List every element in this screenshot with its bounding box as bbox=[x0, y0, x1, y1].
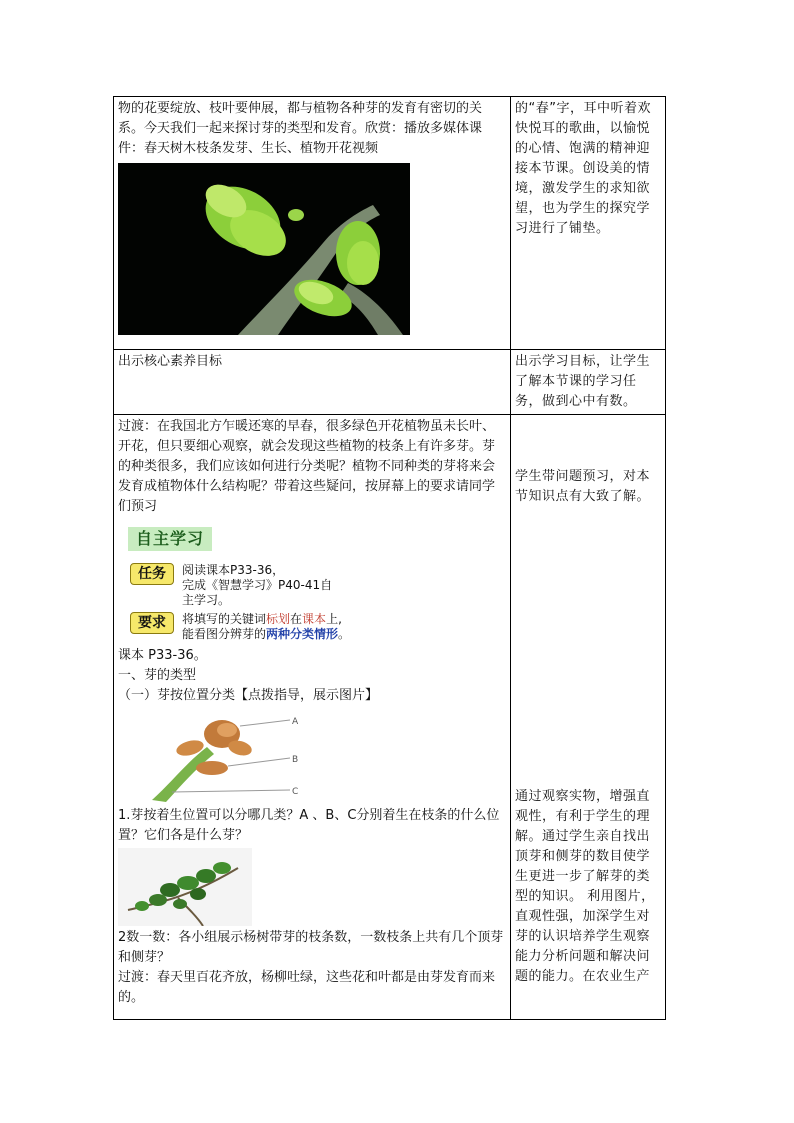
teacher-activity-cell bbox=[114, 350, 511, 415]
task-block bbox=[130, 563, 506, 608]
bud-position-figure bbox=[132, 712, 302, 802]
task-text: 阅读课本P33-36， 完成《智慧学习》P40-41自 主学习。 bbox=[182, 563, 333, 607]
subsection-heading: （一）芽按位置分类【点拨指导，展示图片】 bbox=[118, 688, 379, 703]
design-intent-text-2: 通过观察实物，增强直观性，有利于学生的理解。通过学生亲自找出顶芽和侧芽的数目使学生更进一步了解芽的类型的知识。 利用图片，直观性强，加深学生对芽的认识培养学生观察能力分析问题和解决问题的能力。在农业生产 bbox=[515, 789, 655, 984]
question-2: 2数一数：各小组展示杨树带芽的枝条数，一数枝条上共有几个顶芽和侧芽？ bbox=[118, 930, 504, 965]
textbook-pages: 课本 P33-36。 bbox=[118, 648, 207, 663]
design-intent-cell bbox=[511, 350, 666, 415]
question-1: 1.芽按着生位置可以分哪几类？A 、B、C分别着生在枝条的什么位置？它们各是什么芽？ bbox=[118, 808, 500, 843]
requirement-block bbox=[130, 612, 506, 642]
label-a: A bbox=[292, 717, 299, 727]
design-intent-text: 学生带问题预习，对本节知识点有大致了解。 bbox=[515, 469, 651, 504]
teacher-activity-cell bbox=[114, 415, 511, 1020]
design-intent-cell bbox=[511, 97, 666, 350]
requirement-text: 将填写的关键词标划在课本上, 能看图分辨芽的两种分类情形。 bbox=[182, 612, 351, 641]
label-b: B bbox=[292, 755, 299, 765]
section-heading: 一、芽的类型 bbox=[118, 668, 197, 683]
spring-buds-photo bbox=[118, 163, 410, 335]
task-label: 任务 bbox=[130, 563, 174, 585]
lesson-plan-table bbox=[113, 96, 666, 1020]
label-c: C bbox=[292, 787, 299, 797]
teacher-activity-cell bbox=[114, 97, 511, 350]
design-intent-text: 的“春”字，耳中听着欢快悦耳的歌曲，以愉悦的心情、饱满的精神迎接本节课。创设美的情境，激发学生的求知欲望，也为学生的探究学习进行了铺垫。 bbox=[515, 101, 651, 236]
requirement-label: 要求 bbox=[130, 612, 174, 634]
poplar-branch-photo bbox=[118, 848, 252, 926]
design-intent-text: 出示学习目标，让学生了解本节课的学习任务，做到心中有数。 bbox=[515, 354, 651, 409]
intro-paragraph: 物的花要绽放、枝叶要伸展，都与植物各种芽的发育有密切的关系。今天我们一起来探讨芽的类型和发育。欣赏：播放多媒体课件：春天树木枝条发芽、生长、植物开花视频 bbox=[118, 101, 483, 156]
transition-2: 过渡：春天里百花齐放，杨柳吐绿，这些花和叶都是由芽发育而来的。 bbox=[118, 970, 496, 1005]
design-intent-cell bbox=[511, 415, 666, 1020]
self-study-title: 自主学习 bbox=[128, 527, 212, 551]
table-row bbox=[114, 415, 666, 1020]
core-goals-text: 出示核心素养目标 bbox=[118, 354, 223, 369]
transition-paragraph: 过渡：在我国北方乍暖还寒的早春，很多绿色开花植物虽未长叶、开花，但只要细心观察，就会发现这些植物的枝条上有许多芽。芽的种类很多，我们应该如何进行分类呢？植物不同种类的芽将来会发育成植物体什么结构呢？带着这些疑问，按屏幕上的要求请同学们预习 bbox=[118, 419, 496, 514]
table-row bbox=[114, 97, 666, 350]
table-row bbox=[114, 350, 666, 415]
